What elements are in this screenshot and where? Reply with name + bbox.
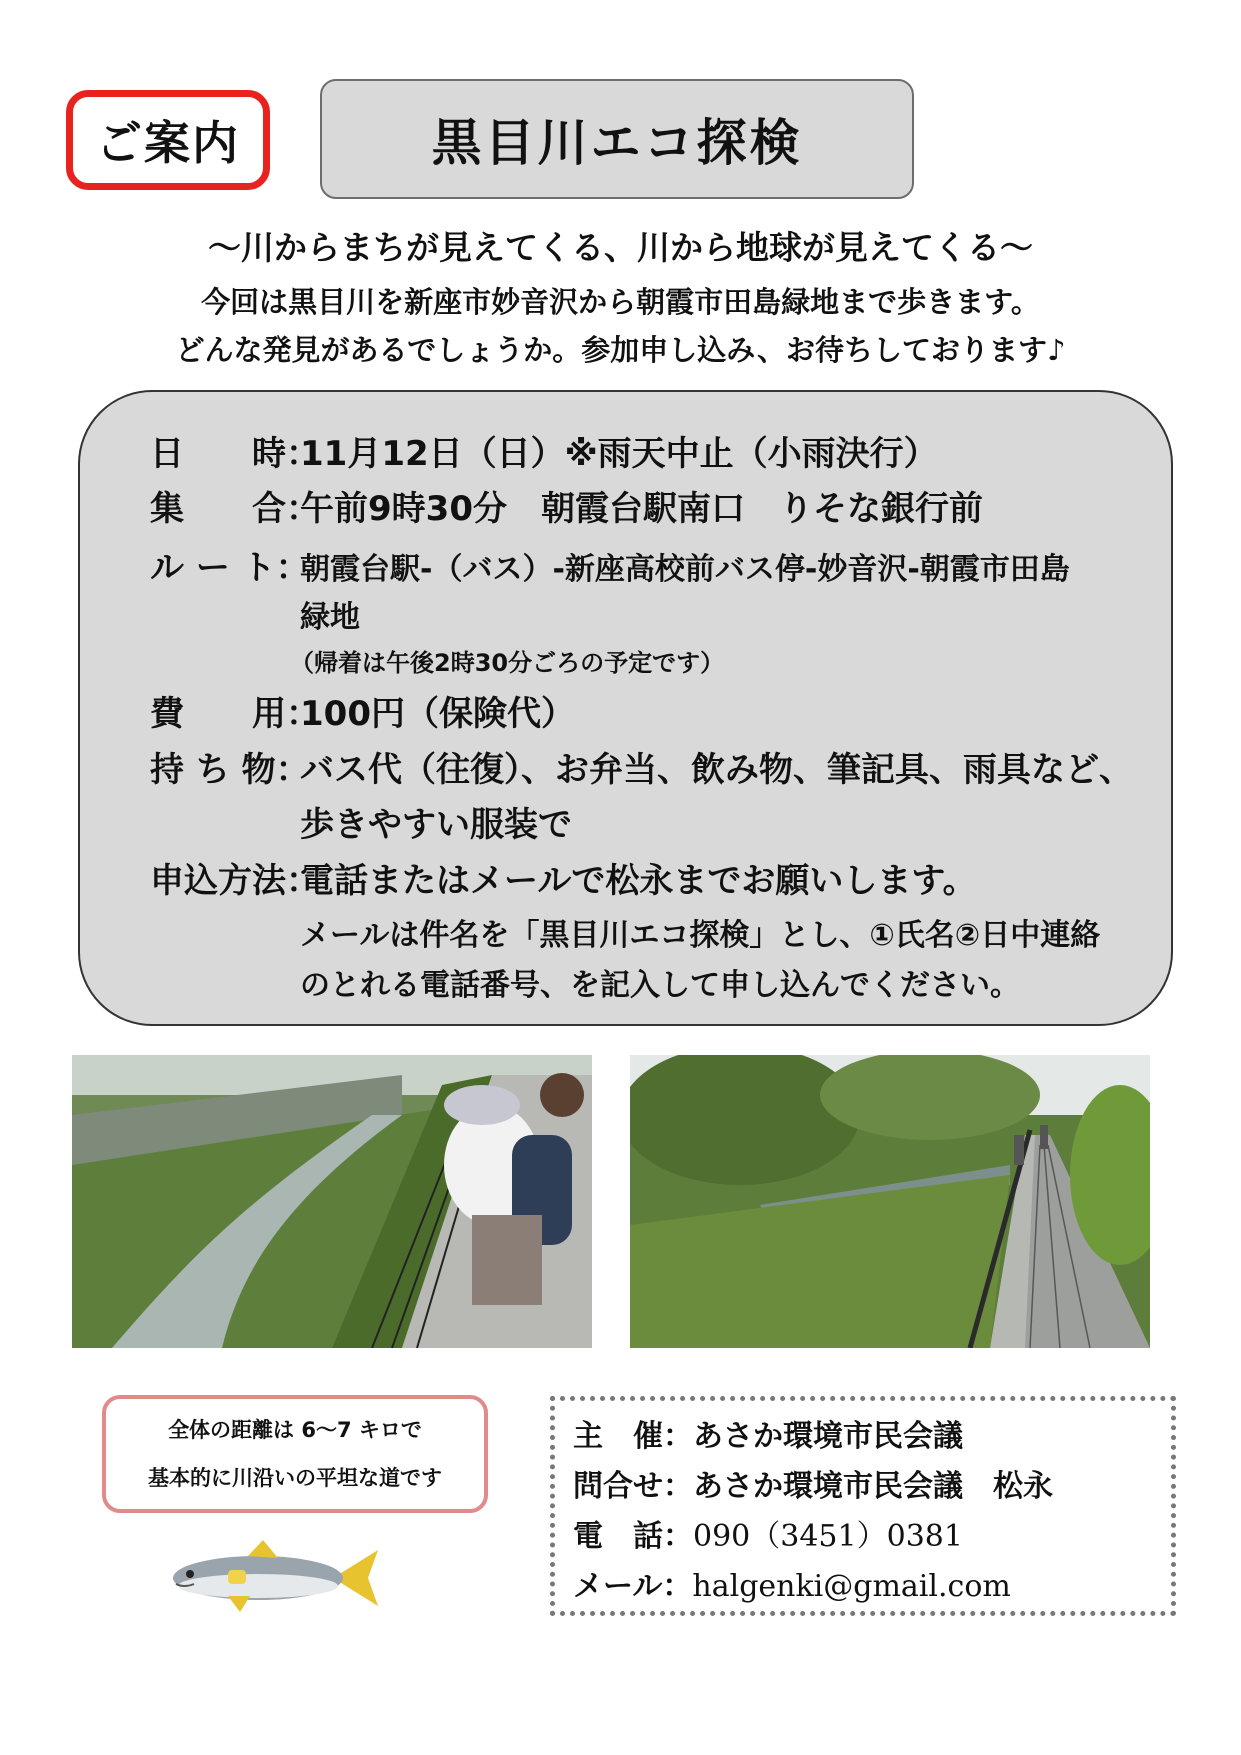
event-title: 黒目川エコ探検 [431,114,803,172]
route-value-1: 朝霞台駅-（バス）-新座高校前バス停-妙音沢-朝霞市田島 [300,552,1070,587]
meet-row [150,481,983,530]
fish-illustration [168,1538,388,1622]
meet-label: 集 合： [150,489,320,529]
apply-value-1: 電話またはメールで松永までお願いします。 [300,861,977,901]
distance-note-line-2: 基本的に川沿いの平坦な道です [148,1466,442,1490]
photo-river-path [630,1055,1150,1348]
email-value: halgenki@gmail.com [692,1569,1011,1604]
host-value: あさか環境市民会議 [693,1419,963,1454]
apply-label: 申込方法： [150,861,320,901]
date-label: 日 時： [150,434,320,474]
host-label: 主 催： [573,1419,693,1454]
apply-value-3: のとれる電話番号、を記入して申し込んでください。 [300,968,1020,1003]
date-value: 11月12日（日）※雨天中止（小雨決行） [300,434,938,474]
intro-line-2: どんな発見があるでしょうか。参加申し込み、お待ちしております♪ [175,333,1066,367]
phone-label: 電 話： [573,1519,693,1554]
items-value-1: バス代（往復）、お弁当、飲み物、筆記具、雨具など、 [300,750,1133,790]
route-value-2: 緑地 [300,600,360,635]
photo-river-walkers-image [72,1055,592,1348]
tagline: 〜川からまちが見えてくる、川から地球が見えてくる〜 [208,228,1033,267]
contact-box [550,1396,1176,1616]
event-title-box [320,79,914,199]
email-row [573,1561,1011,1605]
inquiry-value: あさか環境市民会議 松永 [693,1469,1053,1504]
fish-icon [168,1538,388,1618]
meet-value: 午前9時30分 朝霞台駅南口 りそな銀行前 [300,489,983,529]
phone-value: 090（3451）0381 [693,1519,963,1554]
email-label: メール： [573,1569,693,1604]
photo-river-walkers [72,1055,592,1348]
guide-badge-text: ご案内 [96,116,240,170]
date-row [150,426,938,475]
fee-label: 費 用： [150,694,320,734]
photo-river-path-image [630,1055,1150,1348]
apply-row [150,853,977,902]
apply-value-2: メールは件名を「黒目川エコ探検」とし、①氏名②日中連絡 [300,918,1101,953]
items-row [150,742,1133,791]
phone-row [573,1511,963,1555]
distance-note-line-1: 全体の距離は 6〜7 キロで [168,1418,422,1442]
route-note: （帰着は午後2時30分ごろの予定です） [290,649,725,677]
fee-row [150,686,575,735]
guide-badge [66,90,270,190]
fee-value: 100円（保険代） [300,694,575,734]
route-row [150,540,1070,589]
host-row [573,1411,963,1455]
route-label: ル ー ト： [150,548,310,588]
inquiry-label: 問合せ： [573,1469,693,1504]
distance-note [102,1395,488,1513]
inquiry-row [573,1461,1053,1505]
items-value-2: 歩きやすい服装で [300,805,572,845]
items-label: 持 ち 物： [150,750,310,790]
intro-line-1: 今回は黒目川を新座市妙音沢から朝霞市田島緑地まで歩きます。 [201,285,1040,319]
